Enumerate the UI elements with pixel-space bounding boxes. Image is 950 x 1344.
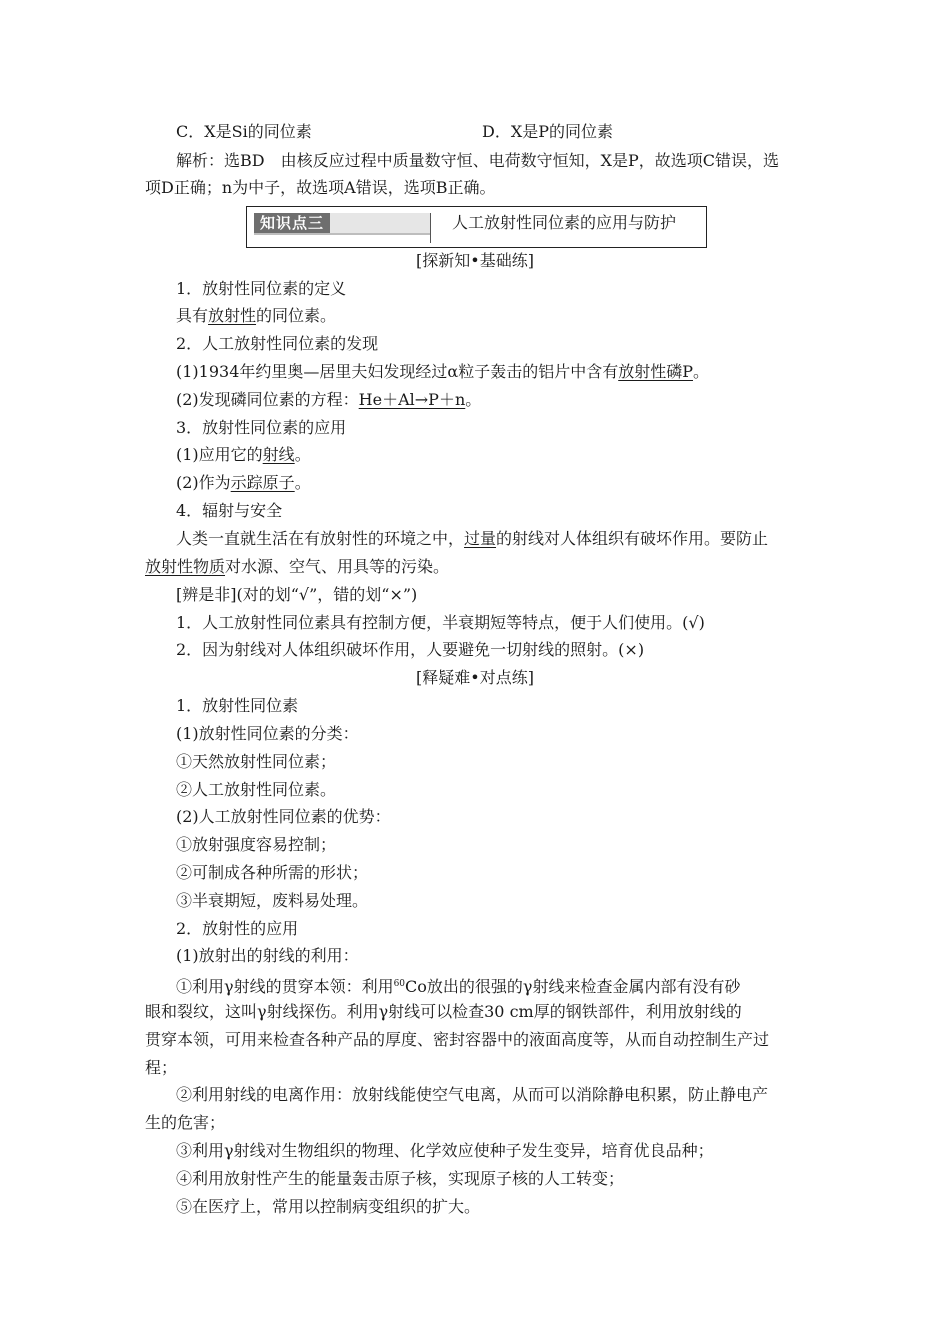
subsection-deep: [释疑难•对点练] bbox=[416, 668, 534, 687]
option-d: D．X是P的同位素 bbox=[482, 122, 613, 141]
subsection-basic: [探新知•基础练] bbox=[416, 251, 534, 270]
basic-heading-1: 1．放射性同位素的定义 bbox=[176, 279, 347, 298]
fill-blank: 示踪原子 bbox=[230, 473, 295, 492]
deep-line: (1)放射出的射线的利用： bbox=[176, 946, 359, 965]
deep-paragraph-2-line-2: 生的危害； bbox=[145, 1113, 226, 1132]
basic-line-5: (2)作为示踪原子。 bbox=[176, 473, 311, 492]
tag-divider bbox=[430, 213, 431, 243]
fill-blank: 放射性物质 bbox=[145, 557, 226, 576]
fill-blank: 放射性 bbox=[208, 306, 257, 325]
deep-line: ③半衰期短，废料易处理。 bbox=[176, 891, 369, 910]
deep-line: ①放射强度容易控制； bbox=[176, 835, 337, 854]
deep-paragraph-2-line-1: ②利用射线的电离作用：放射线能使空气电离，从而可以消除静电积累，防止静电产 bbox=[176, 1085, 769, 1104]
deep-line: (2)人工放射性同位素的优势： bbox=[176, 807, 391, 826]
judge-item-2: 2．因为射线对人体组织破坏作用，人要避免一切射线的照射。(×) bbox=[176, 640, 645, 659]
basic-heading-2: 2．人工放射性同位素的发现 bbox=[176, 334, 379, 353]
basic-heading-3: 3．放射性同位素的应用 bbox=[176, 418, 347, 437]
basic-line-1: 具有放射性的同位素。 bbox=[176, 306, 337, 325]
deep-paragraph-1-line-4: 程； bbox=[145, 1058, 178, 1077]
analysis-line-2: 项D正确；n为中子，故选项A错误，选项B正确。 bbox=[145, 178, 496, 197]
judge-title: [辨是非](对的划“√”，错的划“×”) bbox=[176, 585, 418, 604]
deep-line: ①天然放射性同位素； bbox=[176, 752, 337, 771]
tag-shade bbox=[330, 213, 430, 233]
deep-heading-2: 2．放射性的应用 bbox=[176, 919, 299, 938]
deep-line: ②可制成各种所需的形状； bbox=[176, 863, 369, 882]
deep-heading-1: 1．放射性同位素 bbox=[176, 696, 299, 715]
fill-blank: 射线 bbox=[262, 445, 295, 464]
fill-blank: 过量 bbox=[464, 529, 497, 548]
basic-heading-4: 4．辐射与安全 bbox=[176, 501, 283, 520]
fill-blank: He＋Al→P＋n bbox=[358, 390, 466, 409]
section-tag: 知识点三 bbox=[254, 213, 330, 233]
basic-line-7: 放射性物质对水源、空气、用具等的污染。 bbox=[145, 557, 450, 576]
basic-line-3: (2)发现磷同位素的方程：He＋Al→P＋n。 bbox=[176, 390, 482, 409]
deep-paragraph-1-line-1: ①利用γ射线的贯穿本领：利用$^{60}$Co放出的很强的γ射线来检查金属内部有没有砂 bbox=[176, 977, 741, 996]
deep-paragraph-3: ③利用γ射线对生物组织的物理、化学效应使种子发生变异，培育优良品种； bbox=[176, 1141, 714, 1160]
deep-paragraph-1-line-3: 贯穿本领，可用来检查各种产品的厚度、密封容器中的液面高度等，从而自动控制生产过 bbox=[145, 1030, 770, 1049]
section-title: 人工放射性同位素的应用与防护 bbox=[452, 213, 677, 232]
fill-blank: 放射性磷P bbox=[618, 362, 693, 381]
section-header-box bbox=[246, 206, 707, 248]
deep-line: ②人工放射性同位素。 bbox=[176, 780, 337, 799]
deep-paragraph-5: ⑤在医疗上，常用以控制病变组织的扩大。 bbox=[176, 1197, 481, 1216]
analysis-line-1: 解析：选BD 由核反应过程中质量数守恒、电荷数守恒知，X是P，故选项C错误，选 bbox=[176, 151, 779, 170]
basic-line-4: (1)应用它的射线。 bbox=[176, 445, 311, 464]
option-c: C．X是Si的同位素 bbox=[176, 122, 312, 141]
basic-line-2: (1)1934年约里奥—居里夫妇发现经过α粒子轰击的铝片中含有放射性磷P。 bbox=[176, 362, 709, 381]
deep-paragraph-1-line-2: 眼和裂纹，这叫γ射线探伤。利用γ射线可以检查30 cm厚的钢铁部件，利用放射线的 bbox=[145, 1002, 742, 1021]
deep-line: (1)放射性同位素的分类： bbox=[176, 724, 359, 743]
judge-item-1: 1．人工放射性同位素具有控制方便，半衰期短等特点，便于人们使用。(√) bbox=[176, 613, 705, 632]
deep-paragraph-4: ④利用放射性产生的能量轰击原子核，实现原子核的人工转变； bbox=[176, 1169, 625, 1188]
tag-underline bbox=[254, 233, 430, 235]
basic-line-6: 人类一直就生活在有放射性的环境之中，过量的射线对人体组织有破坏作用。要防止 bbox=[176, 529, 769, 548]
